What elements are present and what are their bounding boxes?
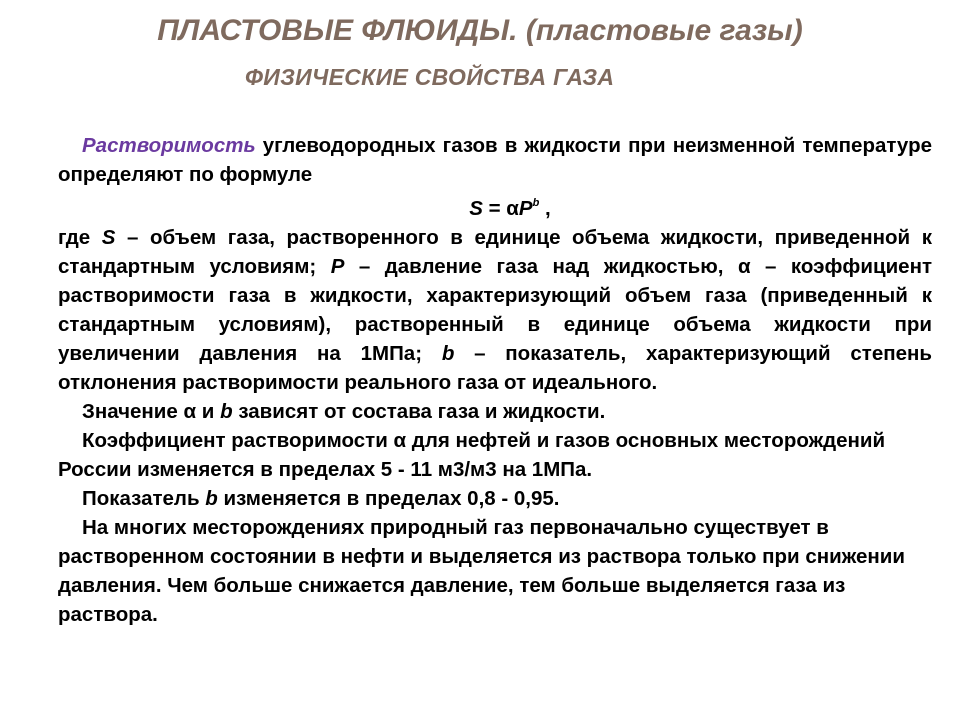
var-s: S (101, 226, 116, 249)
text-span: где (58, 226, 102, 249)
text-span: Значение α и (82, 400, 221, 423)
formula-exponent: b (532, 197, 540, 209)
paragraph-text: углеводородных газов в жидкости при неизменной температуре определяют по формуле (58, 134, 932, 186)
formula-tail: , (539, 197, 551, 220)
text-span: зависят от состава газа и жидкости. (232, 400, 606, 423)
formula-eq: = α (482, 197, 519, 220)
text-span: изменяется в пределах 0,8 - 0,95. (217, 487, 560, 510)
formula (58, 189, 932, 223)
formula-s: S (469, 197, 483, 220)
paragraph-definitions (58, 223, 932, 397)
formula-p: P (518, 197, 533, 220)
term-highlight: Растворимость (82, 134, 256, 157)
var-b: b (441, 342, 455, 365)
paragraph-coefficient: Коэффициент растворимости α для нефтей и газов основных месторождений России изменяется в пределах 5 - 11 м3/м3 на 1МПа. (58, 429, 886, 481)
var-b: b (220, 400, 233, 423)
text-span: – объем газа, растворенного в единице объема жидкости, приведенной к стандартным условиям; (58, 226, 932, 278)
page-title: ПЛАСТОВЫЕ ФЛЮИДЫ. (пластовые газы) (157, 14, 803, 47)
text-span: – показатель, характеризующий степень отклонения растворимости реального газа от идеального. (58, 342, 932, 394)
page-subtitle: ФИЗИЧЕСКИЕ СВОЙСТВА ГАЗА (245, 64, 615, 90)
paragraph-dependency (58, 397, 932, 426)
paragraph-exponent (58, 484, 932, 513)
var-b: b (205, 487, 218, 510)
paragraph-solubility (58, 131, 932, 189)
text-span: Показатель (82, 487, 206, 510)
slide-body (58, 131, 932, 629)
paragraph-natural-gas: На многих месторождениях природный газ первоначально существует в растворенном состоянии в нефти и выделяется из раствора только при снижении давления. Чем больше снижается давление, тем больше выделяется газа из раствора. (58, 516, 905, 626)
var-p: P (330, 255, 345, 278)
text-span: – давление газа над жидкостью, α – коэффициент растворимости газа в жидкости, характеризующий объем газа (приведенный к стандартным условиям), растворенный в единице объема жидкости при увеличении давления на 1МПа; (58, 255, 932, 365)
